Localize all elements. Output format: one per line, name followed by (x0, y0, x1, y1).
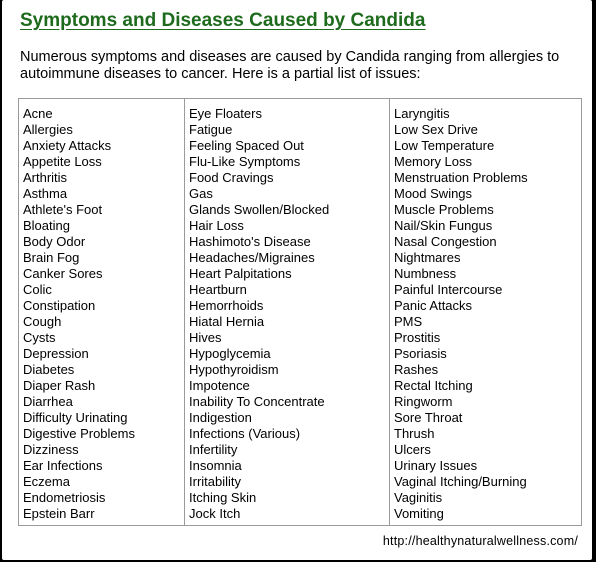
symptom-item: Flu-Like Symptoms (189, 154, 301, 169)
symptom-item: Indigestion (189, 410, 252, 425)
symptom-item: Mood Swings (394, 186, 473, 201)
symptom-item: Dizziness (23, 442, 79, 457)
symptom-item: Heart Palpitations (189, 266, 292, 281)
symptom-item: Hypothyroidism (189, 362, 279, 377)
symptom-item: Vaginal Itching/Burning (394, 474, 527, 489)
symptom-item: Feeling Spaced Out (189, 138, 304, 153)
symptom-column-3 (389, 99, 581, 525)
symptom-item: Bloating (23, 218, 70, 233)
symptom-item: Low Temperature (394, 138, 495, 153)
symptom-item: Endometriosis (23, 490, 106, 505)
symptom-item: Fatigue (189, 122, 233, 137)
symptom-item: Cough (23, 314, 62, 329)
document-panel (2, 0, 592, 560)
symptom-item: Hives (189, 330, 222, 345)
symptom-item: Sore Throat (394, 410, 463, 425)
symptom-item: Panic Attacks (394, 298, 473, 313)
symptom-table (18, 98, 582, 526)
symptom-item: Difficulty Urinating (23, 410, 128, 425)
symptom-item: Thrush (394, 426, 435, 441)
symptom-item: Rectal Itching (394, 378, 473, 393)
symptom-item: Food Cravings (189, 170, 274, 185)
symptom-item: Impotence (189, 378, 250, 393)
intro-paragraph: Numerous symptoms and diseases are caused by Candida ranging from allergies to autoimmune diseases to cancer. Here is a partial list of issues: (20, 49, 560, 82)
symptom-item: Depression (23, 346, 89, 361)
symptom-item: Constipation (23, 298, 96, 313)
symptom-item: Ear Infections (23, 458, 103, 473)
symptom-item: Diabetes (23, 362, 75, 377)
source-url: http://healthynaturalwellness.com/ (382, 534, 578, 548)
symptom-item: Infertility (189, 442, 238, 457)
symptom-item: Vomiting (394, 506, 444, 521)
symptom-item: Ulcers (394, 442, 431, 457)
symptom-item: Acne (23, 106, 53, 121)
symptom-column-2 (184, 99, 389, 525)
symptom-item: Hashimoto's Disease (189, 234, 311, 249)
symptom-item: Eye Floaters (189, 106, 262, 121)
symptom-item: Glands Swollen/Blocked (189, 202, 330, 217)
symptom-item: Hiatal Hernia (189, 314, 265, 329)
symptom-item: Low Sex Drive (394, 122, 478, 137)
symptom-item: Hypoglycemia (189, 346, 271, 361)
symptom-item: Canker Sores (23, 266, 103, 281)
symptom-item: Anxiety Attacks (23, 138, 112, 153)
symptom-item: Insomnia (189, 458, 242, 473)
symptom-item: Laryngitis (394, 106, 450, 121)
symptom-item: Arthritis (23, 170, 68, 185)
page-title: Symptoms and Diseases Caused by Candida (20, 10, 426, 31)
symptom-item: Appetite Loss (23, 154, 102, 169)
symptom-item: Gas (189, 186, 213, 201)
symptom-item: Headaches/Migraines (189, 250, 315, 265)
symptom-list-3 (394, 106, 581, 522)
symptom-item: Urinary Issues (394, 458, 478, 473)
symptom-item: Vaginitis (394, 490, 443, 505)
symptom-item: Jock Itch (189, 506, 241, 521)
symptom-column-1 (19, 99, 184, 525)
symptom-item: Nail/Skin Fungus (394, 218, 493, 233)
symptom-item: PMS (394, 314, 423, 329)
symptom-item: Psoriasis (394, 346, 447, 361)
symptom-item: Heartburn (189, 282, 247, 297)
symptom-item: Hemorrhoids (189, 298, 264, 313)
symptom-list-1 (23, 106, 184, 522)
symptom-item: Irritability (189, 474, 242, 489)
symptom-item: Diaper Rash (23, 378, 96, 393)
symptom-item: Memory Loss (394, 154, 473, 169)
symptom-item: Diarrhea (23, 394, 73, 409)
symptom-item: Numbness (394, 266, 457, 281)
symptom-item: Hair Loss (189, 218, 244, 233)
symptom-item: Ringworm (394, 394, 453, 409)
symptom-item: Digestive Problems (23, 426, 135, 441)
symptom-item: Nightmares (394, 250, 461, 265)
symptom-item: Asthma (23, 186, 68, 201)
symptom-item: Eczema (23, 474, 70, 489)
symptom-list-2 (189, 106, 389, 522)
symptom-item: Cysts (23, 330, 56, 345)
symptom-item: Infections (Various) (189, 426, 301, 441)
symptom-item: Prostitis (394, 330, 441, 345)
symptom-item: Inability To Concentrate (189, 394, 325, 409)
symptom-item: Itching Skin (189, 490, 257, 505)
symptom-item: Rashes (394, 362, 439, 377)
symptom-item: Colic (23, 282, 52, 297)
symptom-item: Muscle Problems (394, 202, 494, 217)
symptom-item: Painful Intercourse (394, 282, 503, 297)
symptom-item: Nasal Congestion (394, 234, 497, 249)
symptom-item: Menstruation Problems (394, 170, 528, 185)
symptom-item: Athlete's Foot (23, 202, 103, 217)
symptom-item: Brain Fog (23, 250, 80, 265)
symptom-item: Epstein Barr (23, 506, 95, 521)
symptom-item: Body Odor (23, 234, 86, 249)
symptom-item: Allergies (23, 122, 73, 137)
